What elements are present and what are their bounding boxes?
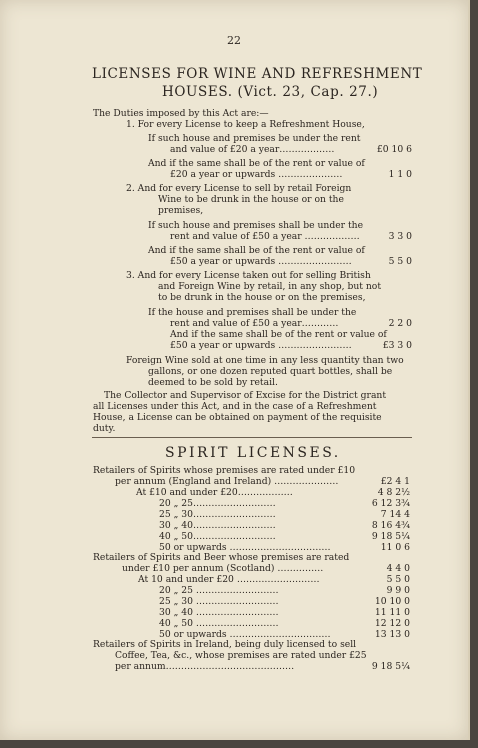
item2b-line1: And if the same shall be of the rent or value of [148, 245, 365, 256]
item1a-line2: and value of £20 a year……………… [170, 144, 335, 155]
item3b-amount: £3 3 0 [382, 340, 412, 351]
rate-row-amount: 11 11 0 [374, 607, 410, 618]
item2b-line2: £50 a year or upwards …………………… [170, 256, 352, 267]
duties-intro: The Duties imposed by this Act are:— [93, 108, 269, 119]
rate-row-amount: 9 9 0 [386, 585, 410, 596]
collector-line3: House, a License can be obtained on payment of the requisite [93, 412, 382, 423]
item3a-line2: rent and value of £50 a year………… [170, 318, 339, 329]
spirit-title: SPIRIT LICENSES. [165, 445, 341, 461]
rate-row-label: 40 „ 50 ……………………… [159, 618, 279, 629]
ireland-line2: Coffee, Tea, &c., whose premises are rated under £25 [115, 650, 367, 661]
item3a-line1: If the house and premises shall be under the [148, 307, 357, 318]
rate-row-label: 20 „ 25 ……………………… [159, 585, 279, 596]
item3-line1: 3. And for every License taken out for selling British [126, 270, 371, 281]
rate-row-amount: 6 12 3¾ [371, 498, 410, 509]
page-number: 22 [227, 34, 241, 47]
item1a-line1: If such house and premises be under the rent [148, 133, 361, 144]
foreign-wine-line1: Foreign Wine sold at one time in any less quantity than two [126, 355, 404, 366]
england-amount: £2 4 1 [380, 476, 410, 487]
rate-row-label: At £10 and under £20……………… [136, 487, 293, 498]
ireland-amount: 9 18 5¼ [371, 661, 410, 672]
rate-row-label: 25 „ 30……………………… [159, 509, 276, 520]
item3b-line2: £50 a year or upwards …………………… [170, 340, 352, 351]
rate-row-amount: 4 8 2½ [377, 487, 410, 498]
ireland-line1: Retailers of Spirits in Ireland, being duly licensed to sell [93, 639, 357, 650]
rate-row-amount: 10 10 0 [374, 596, 410, 607]
item1b-line2: £20 a year or upwards ………………… [170, 169, 343, 180]
collector-line4: duty. [93, 423, 116, 434]
section-divider [92, 437, 412, 438]
scotland-line2: under £10 per annum (Scotland) …………… [122, 563, 324, 574]
england-line1: Retailers of Spirits whose premises are rated under £10 [93, 465, 356, 476]
item2a-amount: 3 3 0 [388, 231, 412, 242]
foreign-wine-line3: deemed to be sold by retail. [148, 377, 278, 388]
rate-row-amount: 9 18 5¼ [371, 531, 410, 542]
item2a-line2: rent and value of £50 a year ……………… [170, 231, 360, 242]
rate-row-label: 40 „ 50……………………… [159, 531, 276, 542]
item2a-line1: If such house and premises shall be under the [148, 220, 364, 231]
collector-line2: all Licenses under this Act, and in the case of a Refreshment [93, 401, 377, 412]
item2b-amount: 5 5 0 [388, 256, 412, 267]
rate-row-amount: 12 12 0 [374, 618, 410, 629]
item3a-amount: 2 2 0 [388, 318, 412, 329]
item1b-line1: And if the same shall be of the rent or value of [148, 158, 365, 169]
england-line2: per annum (England and Ireland) ………………… [115, 476, 339, 487]
item2-line2: Wine to be drunk in the house or on the [158, 194, 344, 205]
rate-row-amount: 13 13 0 [374, 629, 410, 640]
item1a-amount: £0 10 6 [376, 144, 412, 155]
rate-row-label: 50 or upwards …………………………… [159, 542, 331, 553]
item1-text: 1. For every License to keep a Refreshment House, [126, 119, 365, 130]
rate-row-amount: 8 16 4¾ [371, 520, 410, 531]
rate-row-label: At 10 and under £20 ……………………… [138, 574, 320, 585]
rate-row-amount: 11 0 6 [380, 542, 410, 553]
rate-row-label: 20 „ 25……………………… [159, 498, 276, 509]
scotland-amount: 4 4 0 [386, 563, 410, 574]
rate-row-amount: 7 14 4 [380, 509, 410, 520]
wine-title-line2: HOUSES. (Vict. 23, Cap. 27.) [162, 84, 379, 100]
item3b-line1: And if the same shall be of the rent or value of [170, 329, 387, 340]
rate-row-label: 25 „ 30 ……………………… [159, 596, 279, 607]
item2-line1: 2. And for every License to sell by retail Foreign [126, 183, 352, 194]
rate-row-amount: 5 5 0 [386, 574, 410, 585]
rate-row-label: 50 or upwards …………………………… [159, 629, 331, 640]
item2-line3: premises, [158, 205, 204, 216]
ireland-line3: per annum…………………………………… [115, 661, 295, 672]
wine-title-line1: LICENSES FOR WINE AND REFRESHMENT [92, 66, 423, 82]
item3-line3: to be drunk in the house or on the premises, [158, 292, 366, 303]
scotland-line1: Retailers of Spirits and Beer whose premises are rated [93, 552, 350, 563]
rate-row-label: 30 „ 40……………………… [159, 520, 276, 531]
foreign-wine-line2: gallons, or one dozen reputed quart bottles, shall be [148, 366, 393, 377]
item3-line2: and Foreign Wine by retail, in any shop, but not [158, 281, 382, 292]
item1b-amount: 1 1 0 [388, 169, 412, 180]
collector-line1: The Collector and Supervisor of Excise for the District grant [104, 390, 387, 401]
rate-row-label: 30 „ 40 ……………………… [159, 607, 279, 618]
